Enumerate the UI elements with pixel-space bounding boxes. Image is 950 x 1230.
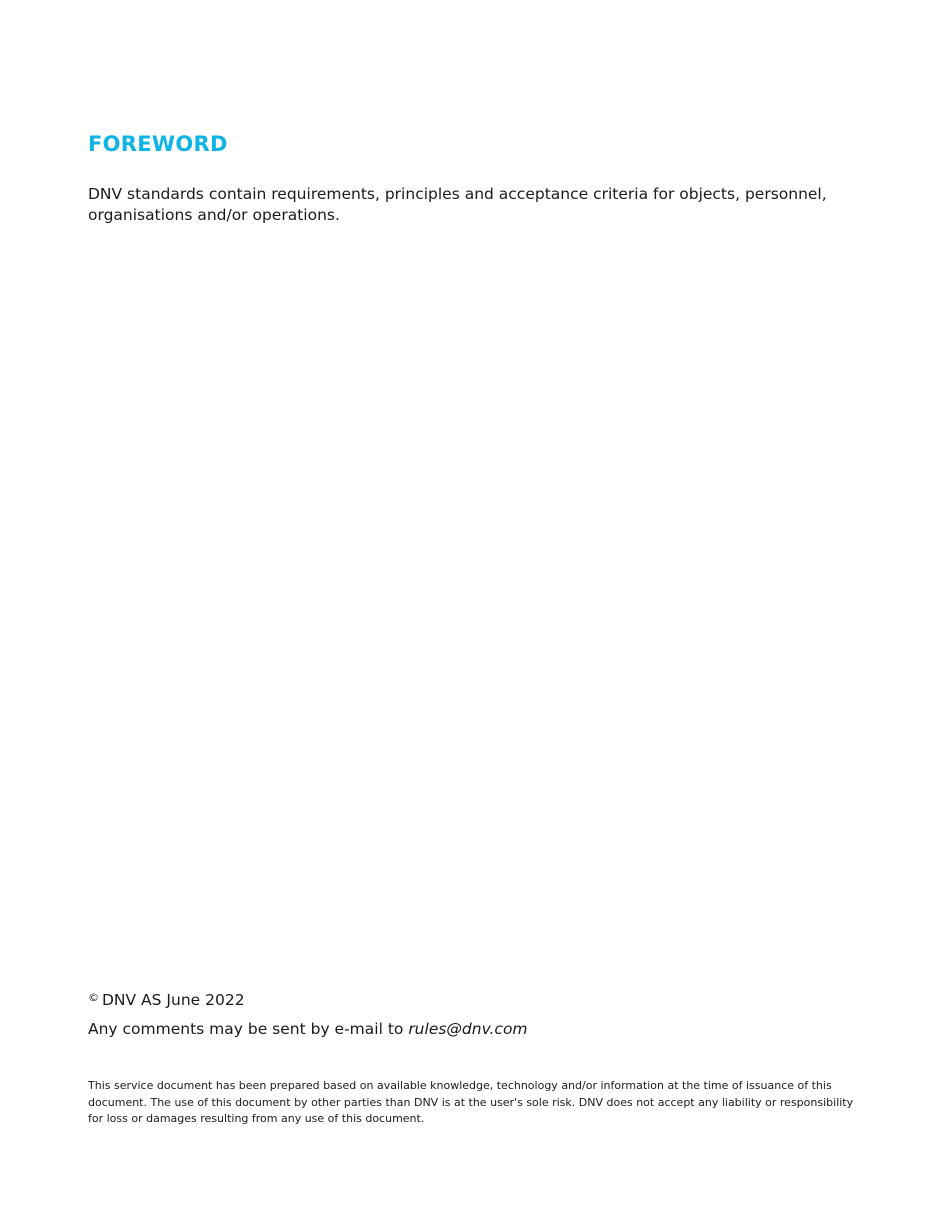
foreword-text: DNV standards contain requirements, principles and acceptance criteria for objects, personnel, organisations and/or operations. [88, 185, 827, 224]
comments-email-link[interactable]: rules@dnv.com [408, 1020, 528, 1038]
comments-prefix: Any comments may be sent by e-mail to [88, 1020, 409, 1038]
comments-line [88, 1019, 528, 1040]
copyright-line [88, 987, 245, 1011]
disclaimer-text: This service document has been prepared based on available knowledge, technology and/or information at the time of issuance of this document. The use of this document by other parties than DNV is at the user's sole risk. DNV does not accept any liability or responsibility for loss or damages resulting from any use of this document. [88, 1079, 854, 1125]
copyright-symbol: © [88, 991, 99, 1004]
foreword-heading: FOREWORD [88, 132, 228, 156]
copyright-text: DNV AS June 2022 [102, 991, 245, 1009]
